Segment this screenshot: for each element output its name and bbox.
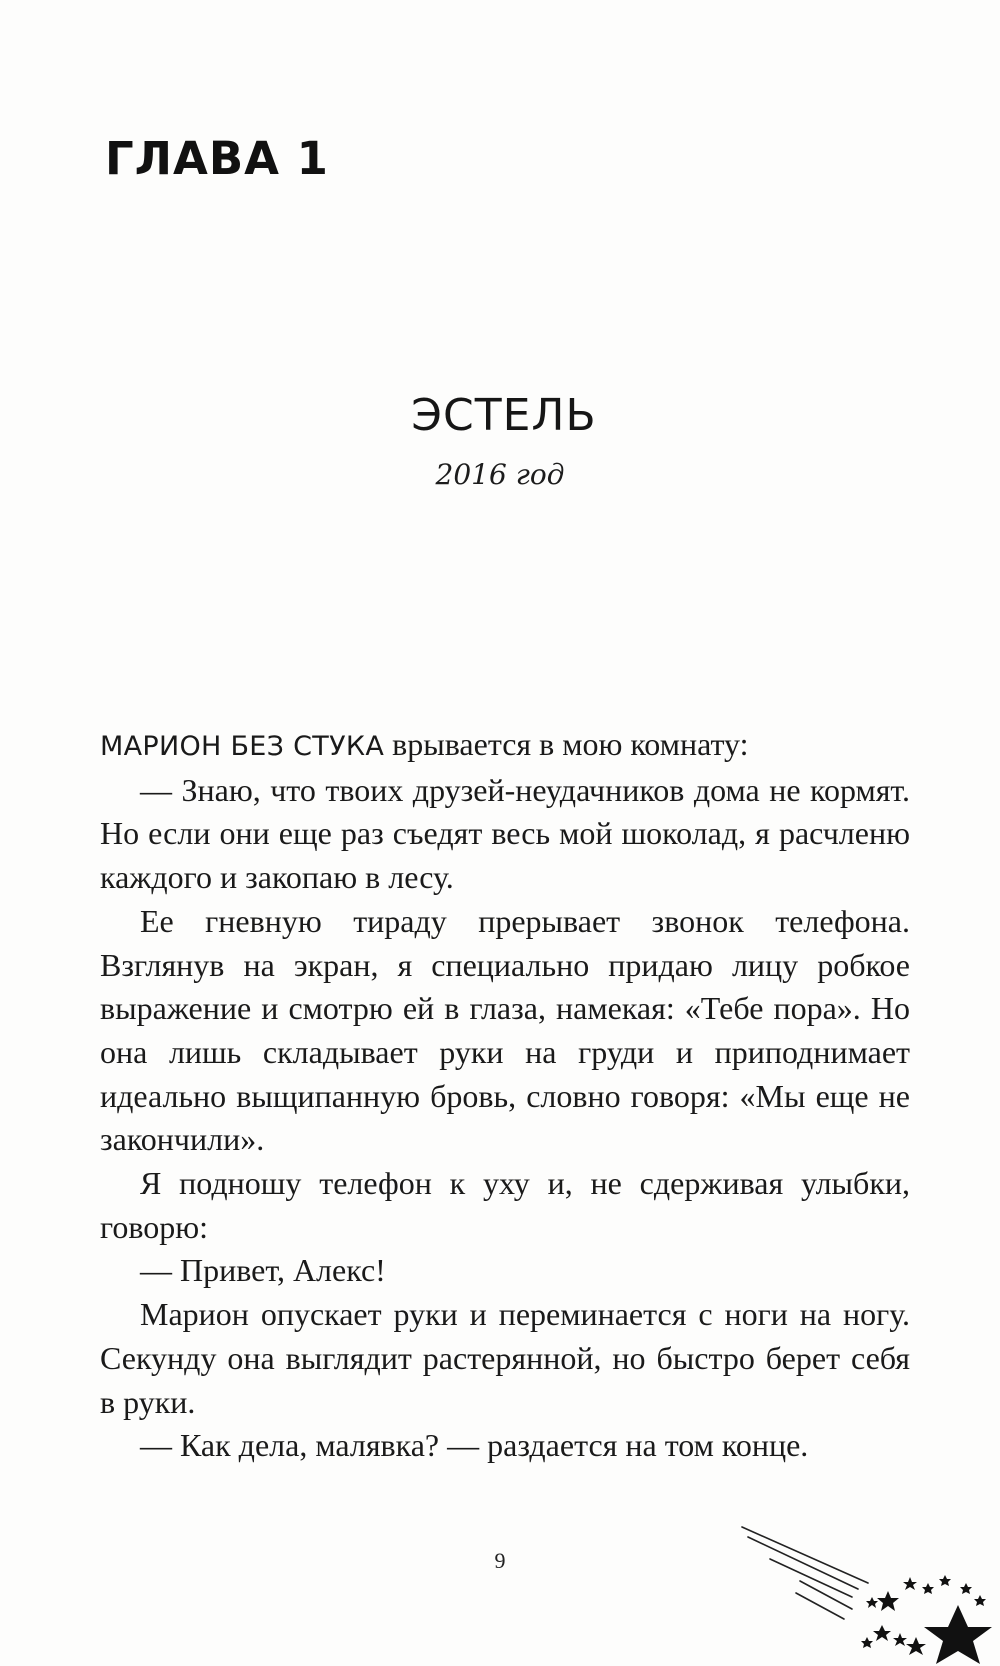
section-name: ЭСТЕЛЬ [411, 390, 597, 441]
lead-caps: МАРИОН БЕЗ СТУКА [100, 731, 385, 762]
paragraph: Марион опускает руки и переминается с ноги на ногу. Секунду она выглядит растерянной, но быстро берет себя в руки. [100, 1296, 910, 1420]
section-year: 2016 год [435, 458, 565, 491]
paragraph: — Знаю, что твоих друзей-неудачников дома не кормят. Но если они еще раз съедят весь мой шоколад, я расчленю каждого и закопаю в лесу. [100, 771, 910, 896]
body-text [100, 723, 910, 1468]
paragraph: Ее гневную тираду прерывает звонок телефона. Взглянув на экран, я специально придаю лицу робкое выражение и смотрю ей в глаза, намекая: «Тебе пора». Но она лишь складывает руки на груди и приподнимает идеально выщипанную бровь, словно говоря: «Мы еще не закончили». [100, 902, 910, 1158]
page-number: 9 [494, 1548, 506, 1573]
paragraph: Я подношу телефон к уху и, не сдерживая улыбки, говорю: [100, 1165, 910, 1245]
shooting-stars-icon [740, 1525, 1000, 1666]
chapter-heading: ГЛАВА 1 [105, 132, 329, 185]
paragraph: — Привет, Алекс! [140, 1252, 386, 1289]
paragraph: — Как дела, малявка? — раздается на том конце. [140, 1427, 809, 1464]
lead-rest: врывается в мою комнату: [384, 726, 749, 762]
paragraph-lead [100, 723, 910, 769]
